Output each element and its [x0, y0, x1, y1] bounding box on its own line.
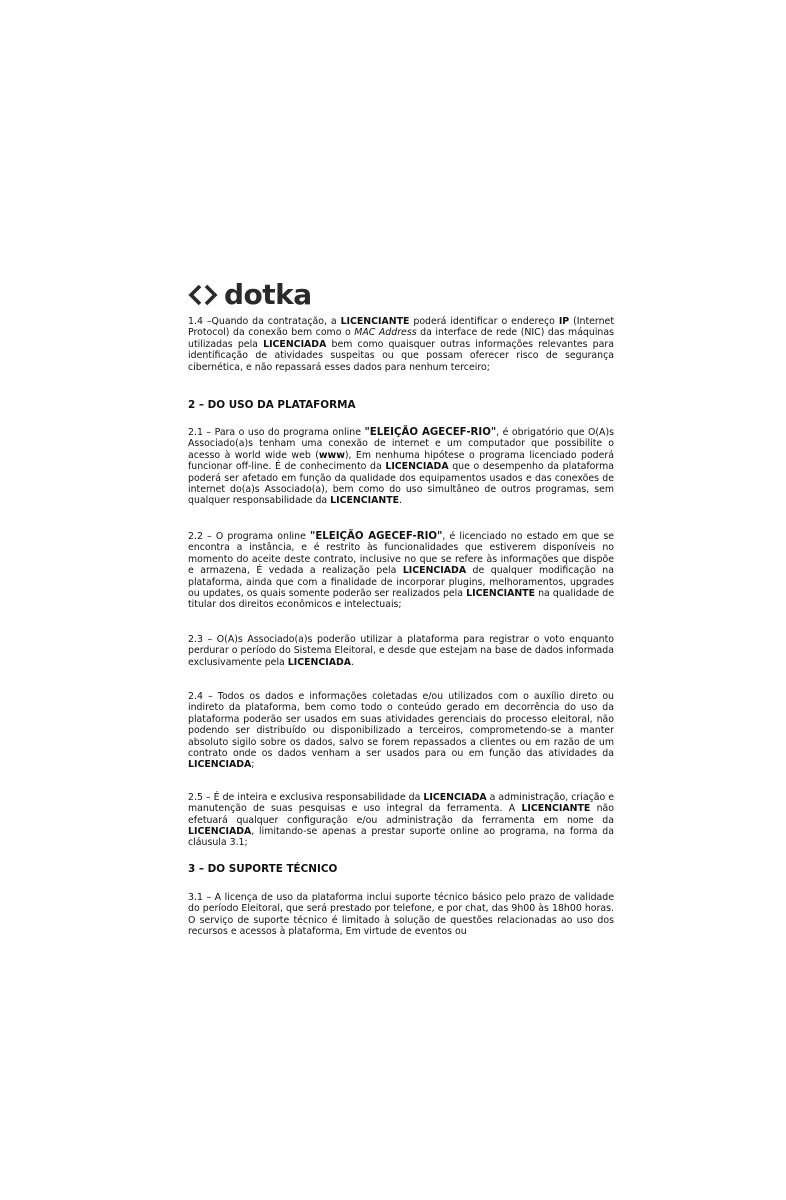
document-body: [188, 316, 614, 937]
clause-3-1: 3.1 – A licença de uso da plataforma inclui suporte técnico básico pelo prazo de validade do período Eleitoral, que será prestado por telefone, e por chat, das 9h00 às 18h00 horas. O serviço de suporte técnico é limitado à solução de questões relacionadas ao uso dos recursos e acessos à plataforma, Em virtude de eventos ou: [188, 891, 614, 938]
section-heading-3: 3 – DO SUPORTE TÉCNICO: [188, 862, 338, 875]
clause-2-1: 2.1 – Para o uso do programa online "ELEIÇÃO AGECEF-RIO", é obrigatório que O(A)s Associado(a)s tenham uma conexão de internet e um computador que possibilite o acesso à world wide web (www), Em nenhuma hipótese o programa licenciado poderá funcionar off-line. É de conhecimento da LICENCIADA que o desempenho da plataforma poderá ser afetado em função da qualidade dos equipamentos usados e das conexões de internet do(a)s Associado(a), bem como do uso simultâneo de outros programas, sem qualquer responsabilidade da LICENCIANTE.: [188, 427, 615, 507]
clause-1-4: 1.4 –Quando da contratação, a LICENCIANTE poderá identificar o endereço IP (Internet Protocol) da conexão bem como o MAC Address da interface de rede (NIC) das máquinas utilizadas pela LICENCIADA bem como quaisquer outras informações relevantes para identificação de atividades suspeitas ou que possam oferecer risco de segurança cibernética, e não repassará esses dados para nenhum terceiro;: [188, 316, 615, 373]
clause-2-5: 2.5 – É de inteira e exclusiva responsabilidade da LICENCIADA a administração, criação e manutenção de suas pesquisas e uso integral da ferramenta. A LICENCIANTE não efetuará qualquer configuração e/ou administração da ferramenta em nome da LICENCIADA, limitando-se apenas a prestar suporte online ao programa, na forma da cláusula 3.1;: [188, 791, 615, 849]
clause-2-4: 2.4 – Todos os dados e informações coletadas e/ou utilizados com o auxílio direto ou indireto da plataforma, bem como todo o conteúdo gerado em decorrência do uso da plataforma poderão ser usados em suas atividades gerenciais do processo eleitoral, não podendo ser distribuído ou disponibilizado a terceiros, comprometendo-se a manter absoluto sigilo sobre os dados, salvo se forem repassados a clientes ou em razão de um contrato onde os dados venham a ser usados para ou em função das atividades da LICENCIADA;: [188, 690, 614, 771]
logo-wordmark: dotka: [224, 278, 312, 311]
clause-2-3: 2.3 – O(A)s Associado(a)s poderão utilizar a plataforma para registrar o voto enquanto perdurar o período do Sistema Eleitoral, e desde que estejam na base de dados informada exclusivamente pela LICENCIADA.: [188, 633, 614, 668]
company-logo: [188, 280, 312, 310]
code-brackets-icon: [188, 283, 220, 307]
section-heading-2: 2 – DO USO DA PLATAFORMA: [188, 399, 356, 412]
clause-2-2: 2.2 – O programa online "ELEIÇÃO AGECEF-RIO", é licenciado no estado em que se encontra a instância, e é restrito às funcionalidades que estiverem disponíveis no momento do aceite deste contrato, inclusive no que se refere às informações que dispõe e armazena, É vedada a realização pela LICENCIADA de qualquer modificação na plataforma, ainda que com a finalidade de incorporar plugins, melhoramentos, upgrades ou updates, os quais somente poderão ser realizados pela LICENCIANTE na qualidade de titular dos direitos econômicos e intelectuais;: [188, 530, 614, 611]
